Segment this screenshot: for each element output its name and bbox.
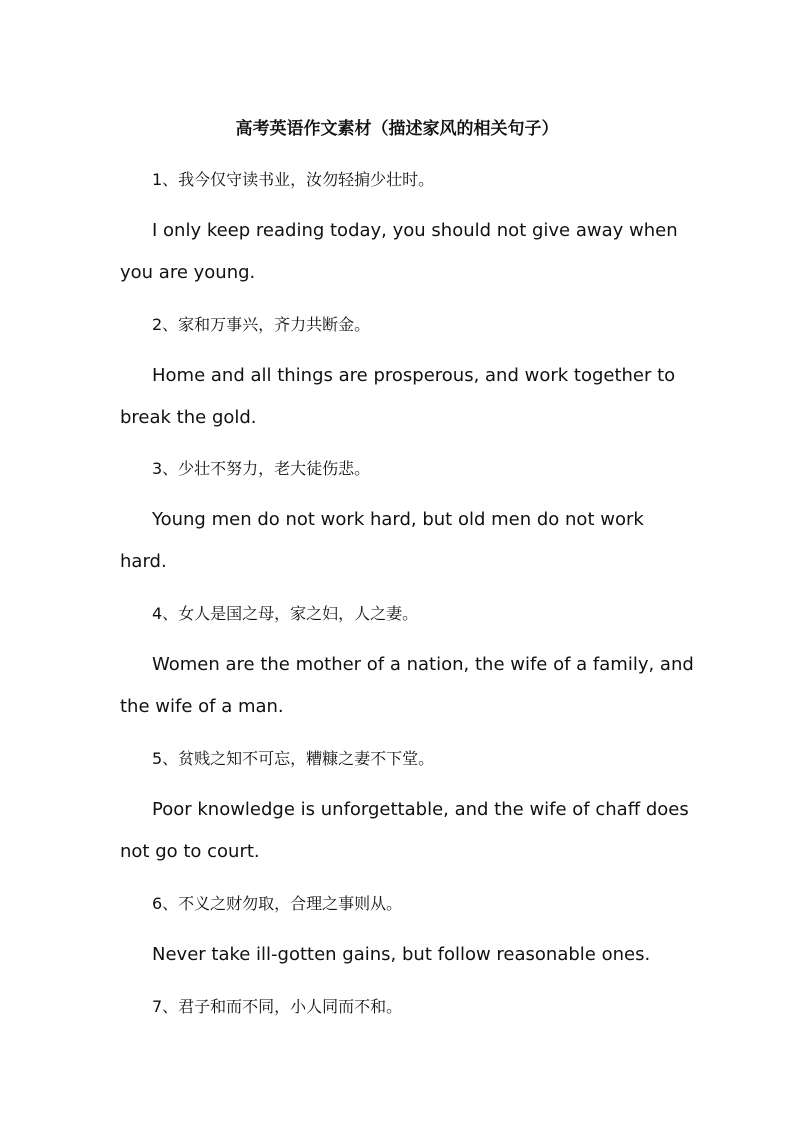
- english-line: the wife of a man.: [120, 696, 284, 717]
- chinese-sentence: 5、贫贱之知不可忘，糟糠之妻不下堂。: [152, 749, 435, 768]
- entry-2-english: [120, 355, 680, 439]
- entry-4-chinese: [120, 593, 680, 635]
- english-line: Poor knowledge is unforgettable, and the wife of chaff does: [152, 799, 689, 820]
- english-line: I only keep reading today, you should not give away when: [152, 220, 678, 241]
- page-title: 高考英语作文素材（描述家风的相关句子）: [235, 119, 559, 139]
- english-line: break the gold.: [120, 407, 257, 428]
- entry-5-chinese: [120, 738, 680, 780]
- chinese-sentence: 3、少壮不努力，老大徒伤悲。: [152, 459, 371, 478]
- english-line: not go to court.: [120, 841, 260, 862]
- entry-2-chinese: [120, 304, 680, 346]
- english-line: Never take ill-gotten gains, but follow reasonable ones.: [152, 944, 651, 965]
- entry-3-english: [120, 499, 680, 583]
- english-line: Home and all things are prosperous, and work together to: [152, 365, 676, 386]
- english-line: you are young.: [120, 262, 256, 283]
- chinese-sentence: 1、我今仅守读书业，汝勿轻掮少壮时。: [152, 170, 435, 189]
- entry-6-english: [120, 934, 680, 976]
- entry-4-english: [120, 644, 694, 728]
- entry-7-chinese: [120, 986, 680, 1028]
- chinese-sentence: 2、家和万事兴，齐力共断金。: [152, 315, 371, 334]
- english-line: Women are the mother of a nation, the wife of a family, and: [152, 654, 694, 675]
- english-line: hard.: [120, 551, 167, 572]
- entry-5-english: [120, 789, 689, 873]
- entry-6-chinese: [120, 883, 680, 925]
- entry-3-chinese: [120, 448, 680, 490]
- entry-1-chinese: [120, 159, 680, 201]
- chinese-sentence: 6、不义之财勿取，合理之事则从。: [152, 894, 403, 913]
- chinese-sentence: 7、君子和而不同，小人同而不和。: [152, 997, 403, 1016]
- entry-1-english: [120, 210, 680, 294]
- english-line: Young men do not work hard, but old men do not work: [152, 509, 644, 530]
- chinese-sentence: 4、女人是国之母，家之妇，人之妻。: [152, 604, 419, 623]
